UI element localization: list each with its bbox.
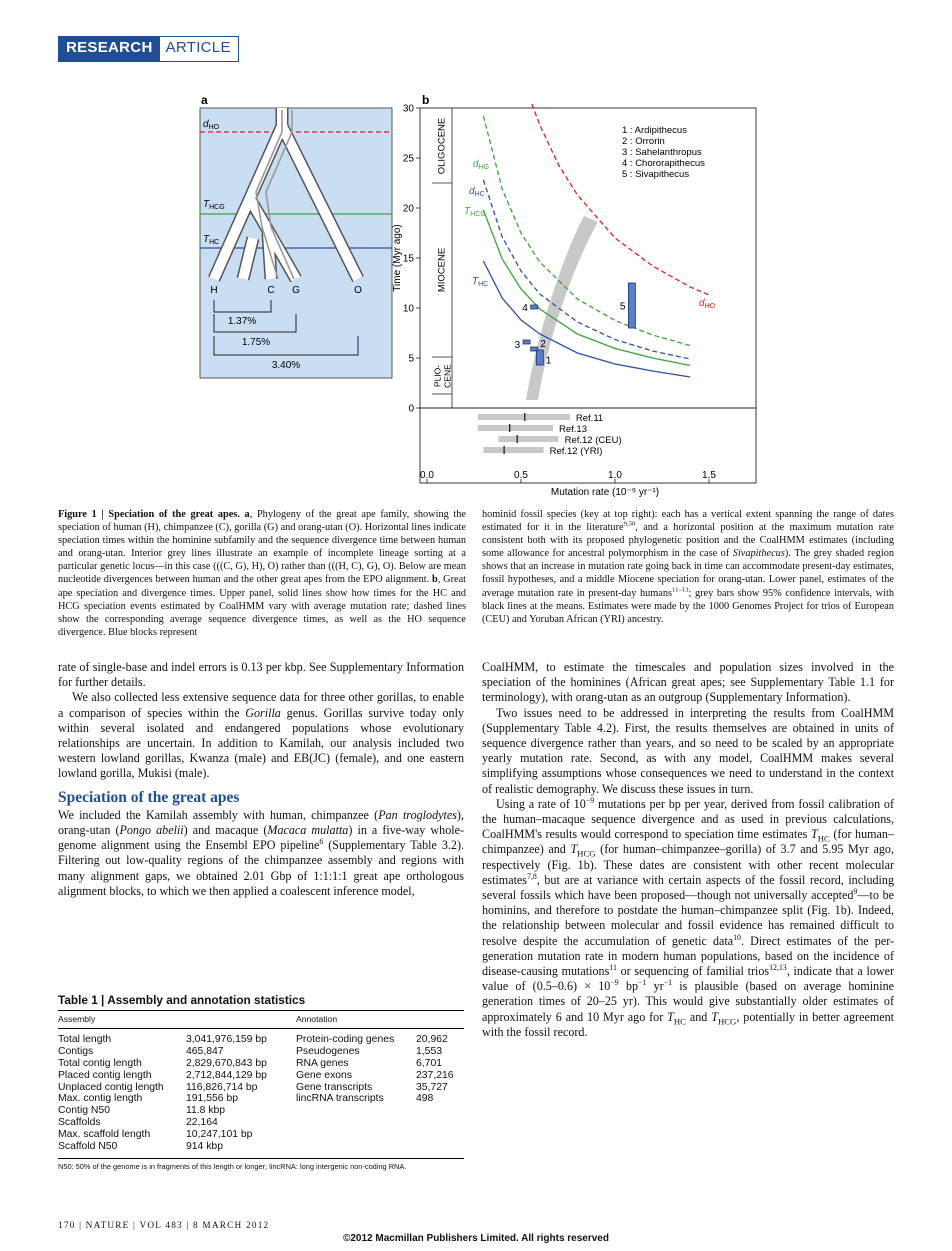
legend-item-5: 5 : Sivapithecus [622,169,690,180]
table-cell-annotation-label [296,1105,416,1117]
table-cell-annotation-label: RNA genes [296,1057,349,1069]
page-footer: 170 | NATURE | VOL 483 | 8 MARCH 2012 [58,1221,270,1231]
table-title: Table 1 | Assembly and annotation statistics [58,993,464,1011]
table-cell-annotation-value: 20,962 [416,1033,448,1045]
body-right-paragraph-2: Two issues need to be addressed in interpreting the results from CoalHMM (Supplementary Table 4.2). First, the results themselves are obtained in units of sequence divergence rather than years, and so need to be scaled by an appropriate yearly mutation rate. Second, as with any model, CoalHMM makes several simplifying assumptions whose consequences we need to understand in the context of realistic demography. We discuss these issues in turn. [482,705,894,796]
figure-caption-left: Figure 1 | Speciation of the great apes. a, Phylogeny of the great ape family, showing the speciation of human (H), chimpanzee (C), gorilla (G) and orang-utan (O). Horizontal lines indicate speciation times within the hominine subfamily and the sequence divergence time between human and orang-utan. Interior grey lines illustrate an example of incomplete lineage sorting at a particular genetic locus—in this case (((C, G), H), O) rather than (((H, C), G), O). Below are mean nucleotide divergences between human and the other great apes from the EPO alignment. b, Great ape speciation and divergence times. Upper panel, solid lines show how times for the HC and HCG speciation events estimated by CoalHMM vary with average mutation rate; dashed lines show the corresponding average sequence divergence times, as well as the HO sequence divergence. Blue blocks represent [58,509,467,638]
chart-series [483,104,709,377]
table-cell-annotation-value [416,1105,464,1117]
table-col-assembly: Assembly [58,1011,296,1028]
table-cell-assembly-label: Total length [58,1033,112,1045]
ref-label-2: Ref.13 [559,424,587,435]
body-right-paragraph-1: CoalHMM, to estimate the timescales and population sizes involved in the speciation of the hominines (African great apes; see Supplementary Table 1.1 for terminology), with orang-utan as an outgroup (Supplementary Information). [482,660,894,705]
table-body [58,1011,464,1153]
x-tick-label: 0.0 [420,470,434,481]
panel-b-label: b [422,93,430,107]
x-axis-label: Mutation rate (10⁻⁹ yr⁻¹) [550,487,660,498]
leaf-c: C [267,285,275,296]
table-cell-assembly-label: Total contig length [58,1057,142,1069]
table-cell-annotation-label: Gene exons [296,1069,353,1081]
table-cell-assembly-label: Max. scaffold length [58,1129,151,1141]
table-note: N50: 50% of the genome is in fragments of this length or longer; lincRNA: long intergenic non-coding RNA. [58,1158,464,1172]
chart-frame [420,108,756,483]
y-tick-label: 15 [402,253,414,265]
table-cell-annotation-value: 1,553 [416,1045,443,1057]
table-cell-assembly-label: Contigs [58,1045,94,1057]
table-cell-assembly-value: 914 kbp [186,1141,223,1153]
table-cell-assembly-value: 465,847 [186,1045,224,1057]
body-left-paragraph-1: rate of single-base and indel errors is 0.13 per kbp. See Supplementary Information for further details. [58,660,464,690]
divergence-hc: 1.37% [227,316,257,327]
header-research: RESEARCH [59,37,160,61]
epoch-oligocene: OLIGOCENE [436,117,448,175]
table-cell-annotation-value: 35,727 [416,1081,448,1093]
curve-label-d-ho: $d_{HO}$ [699,298,716,310]
table-cell-assembly-label: Max. contig length [58,1093,143,1105]
figure-panel-a [196,92,396,382]
x-tick-label: 1.0 [608,470,622,481]
y-tick-label: 20 [402,203,414,215]
curve-label-t-hc: $T_{HC}$ [472,276,489,288]
legend-item-3: 3 : Sahelanthropus [622,147,702,158]
table-cell-annotation-label: lincRNA transcripts [296,1093,384,1105]
table-cell-annotation-value: 498 [416,1093,434,1105]
epoch-miocene: MIOCENE [436,247,448,293]
table-cell-annotation-value [416,1117,464,1129]
y-tick-label: 5 [408,353,414,365]
table-cell-assembly-value: 22,164 [186,1117,218,1129]
header-article: ARTICLE [160,37,238,61]
chart-legend [622,125,705,180]
ref-label-3: Ref.12 (CEU) [564,435,622,446]
fossil-block-1 [536,350,543,365]
table-cell-assembly-label: Scaffolds [58,1117,101,1129]
body-left-paragraph-2: We also collected less extensive sequence data for three other gorillas, to enable a comparison of species within the Gorilla genus. Gorillas survive today only within several isolated and endangered populations whose evolutionary relationships are uncertain. In addition to Kamilah, our analysis included two western lowland gorillas, Kwanza (male) and EB(JC) (female), and one eastern lowland gorilla, Mukisi (male). [58,690,464,781]
ref-bar-4 [483,447,543,453]
ref-bar-1 [478,414,570,420]
table-cell-annotation-value [416,1129,464,1141]
table-cell-annotation-value: 237,216 [416,1069,454,1081]
table-header-row [58,1011,464,1028]
ref-bar-3 [498,436,558,442]
table-cell-assembly-label: Contig N50 [58,1105,110,1117]
y-axis-label: Time (Myr ago) [392,224,403,292]
table-cell-annotation-label [296,1117,416,1129]
ref-label-1: Ref.11 [575,413,604,424]
fossil-label-2: 2 [540,339,546,350]
table-row [58,1141,464,1153]
legend-item-2: 2 : Orrorin [622,136,665,147]
series-line-d-hc [483,180,690,359]
curve-label-d-hc: $d_{HC}$ [469,186,485,198]
legend-item-4: 4 : Chororapithecus [622,158,705,169]
divergence-ho: 3.40% [271,360,301,371]
fossil-block-2 [531,347,538,351]
fossil-label-4: 4 [522,303,528,314]
body-right-column [482,660,894,1040]
table-cell-annotation-value: 6,701 [416,1057,443,1069]
table-cell-assembly-value: 2,829,670,843 bp [186,1057,267,1069]
table-col-annotation: Annotation [296,1011,464,1028]
table-row [58,1058,464,1070]
x-tick-label: 0.5 [514,470,528,481]
tree-label-t-hc: $T_{HC}$ [203,234,220,246]
table-row [58,1070,464,1082]
curve-label-d-hg: $d_{HG}$ [473,159,490,171]
table-cell-annotation-label: Pseudogenes [296,1045,360,1057]
table-cell-assembly-value: 11.8 kbp [186,1105,226,1117]
leaf-o: O [354,285,362,296]
table-row [58,1028,464,1045]
table-cell-annotation-label [296,1129,416,1141]
table-cell-assembly-value: 191,556 bp [186,1093,239,1105]
ref-bar-2 [478,425,553,431]
table-cell-assembly-value: 116,826,714 bp [186,1081,258,1093]
fossil-label-1: 1 [545,355,552,367]
epoch-cene: CENE [442,364,453,388]
copyright-notice: ©2012 Macmillan Publishers Limited. All rights reserved [343,1233,609,1244]
table-cell-annotation-value [416,1141,464,1153]
table-cell-assembly-value: 10,247,101 bp [186,1129,253,1141]
body-right-paragraph-3: Using a rate of $10^{-9}$ mutations per bp per year, derived from fossil calibration of the human–macaque sequence divergence and as used in previous calculations, CoalHMM's results would correspond to speciation time estimates $T_{HC}$ (for human–chimpanzee) and $T_{HCG}$ (for human–chimpanzee–gorilla) of 3.7 and 5.95 Myr ago, respectively (Fig. 1b). These dates are consistent with other recent molecular estimates$^{7,8}$, but are at variance with certain aspects of the fossil record, including several fossils which have been proposed—though not universally accepted$^9$—to be hominins, and therefore to postdate the human–chimpanzee split (Fig. 1b). Indeed, the relationship between molecular and fossil evidence has remained difficult to resolve despite the accumulation of genetic data$^{10}$. Direct estimates of the per-generation mutation rate in modern human populations, based on the incidence of disease-causing mutations$^{11}$ or sequencing of familial trios$^{12,13}$, indicate that a lower value of $(0.5-0.6) \times 10^{-9}$ $bp^{-1}$ $yr^{-1}$ is plausible (based on average hominine generation times of 20–25 yr). This would give substantially older estimates of approximately 6 and 10 Myr ago for $T_{HC}$ and $T_{HCG}$, potentially in better agreement with the fossil record. [482,795,895,1039]
body-left-column [58,660,464,899]
fossil-label-3: 3 [514,340,521,351]
table-cell-assembly-label: Scaffold N50 [58,1141,118,1153]
table-1 [58,993,464,1172]
table-cell-annotation-label: Gene transcripts [296,1081,373,1093]
legend-item-1: 1 : Ardipithecus [622,125,687,136]
table-row [58,1117,464,1129]
section-heading: Speciation of the great apes [58,788,240,806]
y-tick-label: 10 [402,303,414,315]
x-tick-label: 1.5 [702,470,716,481]
epoch-plio: PLIO- [432,364,443,388]
tree-label-t-hcg: $T_{HCG}$ [203,199,225,211]
table-cell-assembly-label: Unplaced contig length [58,1081,164,1093]
y-tick-label: 25 [402,153,414,165]
leaf-h: H [210,285,218,296]
leaf-g: G [292,285,300,296]
epoch-labels [433,118,453,388]
fossil-label-5: 5 [619,301,626,313]
fossil-block-5 [628,283,635,328]
body-left-paragraph-3: We included the Kamilah assembly with human, chimpanzee (Pan troglodytes), orang-utan (Pongo abelii) and macaque (Macaca mulatta) in a five-way whole-genome alignment using the Ensembl EPO pipeline$^6$ (Supplementary Table 3.2). Filtering out low-quality regions of the chimpanzee assembly and regions with many alignment gaps, we obtained 2.01 Gbp of 1:1:1:1 great ape orthologous alignment blocks, to which we then applied a coalescent inference model, [58,807,464,898]
y-tick-label: 0 [408,403,414,415]
figure-panel-b [390,92,770,498]
tree-label-d-ho: $d_{HO}$ [203,119,220,131]
table-row [58,1093,464,1105]
curve-label-t-hcg: $T_{HCG}$ [464,206,486,218]
ref-intervals [478,413,622,457]
table-cell-assembly-label: Placed contig length [58,1069,152,1081]
table-row [58,1105,464,1117]
fossil-block-3 [523,340,530,344]
table-row [58,1082,464,1094]
table-cell-assembly-value: 3,041,976,159 bp [186,1033,267,1045]
table-cell-annotation-label [296,1141,416,1153]
ref-label-4: Ref.12 (YRI) [549,446,603,457]
table-row [58,1129,464,1141]
y-tick-label: 30 [402,103,414,115]
fossil-blocks [515,283,636,367]
figure-caption-right: hominid fossil species (key at top right): each has a vertical extent spanning the range of dates estimated for it in the literature$^{9,50}$, and a horizontal position at the maximum mutation rate consistent both with its proposed phylogenetic position and the CoalHMM estimates (including some allowance for ancestral polymorphism in the case of Sivapithecus). The grey shaded region shows that an increase in mutation rate going back in time can accommodate present-day estimates, fossil hypotheses, and a middle Miocene speciation for orang-utan. Lower panel, estimates of the average mutation rate in present-day humans$^{11-13}$; grey bars show 95% confidence intervals, with black lines at the means. Estimates were made by the 1000 Genomes Project for trios of European (CEU) and Yoruban African (YRI) ancestry. [482,509,894,625]
table-cell-assembly-value: 2,712,844,129 bp [186,1069,267,1081]
header-badge [58,36,239,62]
table-cell-annotation-label: Protein-coding genes [296,1033,395,1045]
table-row [58,1046,464,1058]
panel-a-label: a [201,93,208,107]
fossil-block-4 [531,305,538,309]
divergence-hg: 1.75% [241,337,271,348]
